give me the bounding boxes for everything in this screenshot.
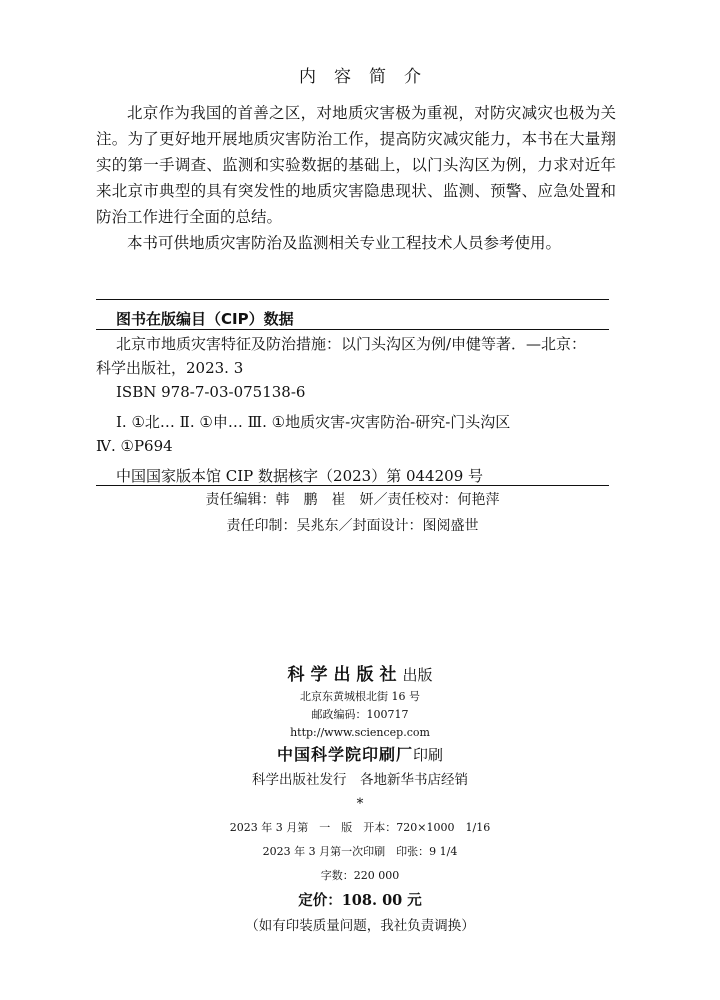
content-summary <box>96 100 616 256</box>
publisher-suffix: 出版 <box>402 666 433 684</box>
cip-verification: 中国国家版本馆 CIP 数据核字（2023）第 044209 号 <box>116 467 484 485</box>
price: 定价：108. 00 元 <box>298 892 422 909</box>
printing-info: 2023 年 3 月第一次印刷 印张：9 1/4 <box>262 845 458 858</box>
cip-heading: 图书在版编目（CIP）数据 <box>116 310 294 328</box>
distribution: 科学出版社发行 各地新华书店经销 <box>252 772 468 788</box>
credits-production: 责任印制：吴兆东／封面设计：图阅盛世 <box>226 518 479 534</box>
cip-classification-line-2: Ⅳ. ①P694 <box>96 437 173 455</box>
cip-heading-rule <box>96 329 609 330</box>
summary-heading: 内容简介 <box>299 67 439 87</box>
publisher-name: 科学出版社 <box>287 665 403 685</box>
printer-name: 中国科学院印刷厂 <box>276 745 413 764</box>
summary-paragraph-2: 本书可供地质灾害防治及监测相关专业工程技术人员参考使用。 <box>127 234 562 252</box>
cip-title-line-1: 北京市地质灾害特征及防治措施：以门头沟区为例/申健等著．—北京： <box>116 335 587 353</box>
printer-suffix: 印刷 <box>413 746 444 764</box>
cip-block <box>96 332 609 488</box>
credits-editors: 责任编辑：韩 鹏 崔 妍／责任校对：何艳萍 <box>205 492 500 508</box>
word-count: 字数：220 000 <box>320 869 400 882</box>
publisher-address: 北京东黄城根北街 16 号 <box>300 690 420 703</box>
cip-top-rule <box>96 299 609 300</box>
cip-classification-line-1: Ⅰ. ①北… Ⅱ. ①申… Ⅲ. ①地质灾害-灾害防治-研究-门头沟区 <box>116 413 511 431</box>
quality-notice: （如有印装质量问题，我社负责调换） <box>245 918 475 934</box>
cip-isbn: ISBN 978-7-03-075138-6 <box>116 383 306 401</box>
publisher-postcode: 邮政编码：100717 <box>311 708 409 721</box>
cip-title-line-2: 科学出版社，2023. 3 <box>96 359 244 377</box>
edition-info: 2023 年 3 月第 一 版 开本：720×1000 1/16 <box>229 821 491 834</box>
credits-block <box>96 487 609 539</box>
separator-star: * <box>356 796 364 812</box>
cip-bottom-rule <box>96 485 609 486</box>
imprint-block <box>0 660 720 938</box>
summary-paragraph-1: 北京作为我国的首善之区，对地质灾害极为重视，对防灾减灾也极为关注。为了更好地开展地质灾害防治工作，提高防灾减灾能力，本书在大量翔实的第一手调查、监测和实验数据的基础上，以门头沟区为例，力求对近年来北京市典型的具有突发性的地质灾害隐患现状、监测、预警、应急处置和防治工作进行全面的总结。 <box>96 104 616 226</box>
publisher-website: http://www.sciencep.com <box>290 726 430 739</box>
